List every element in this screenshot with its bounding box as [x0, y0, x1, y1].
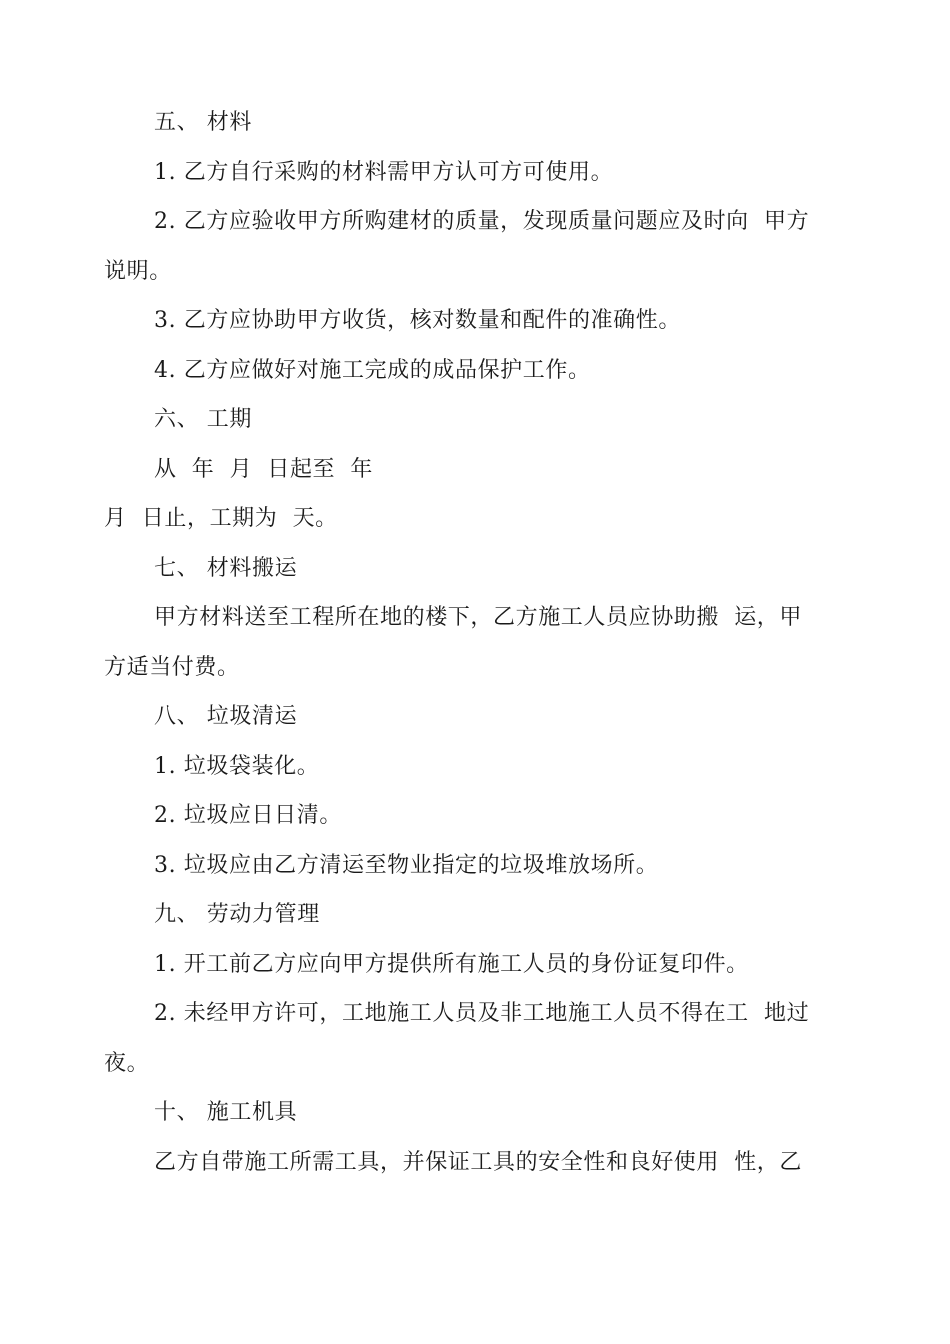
- paragraph-line: 说明。: [104, 258, 172, 284]
- paragraph-line: 2. 未经甲方许可，工地施工人员及非工地施工人员不得在工 地过: [154, 1001, 810, 1026]
- paragraph-line: 1. 开工前乙方应向甲方提供所有施工人员的身份证复印件。: [154, 951, 749, 977]
- paragraph-line: 2. 乙方应验收甲方所购建材的质量，发现质量问题应及时向 甲方: [154, 209, 810, 234]
- paragraph-line: 2. 垃圾应日日清。: [154, 803, 342, 828]
- paragraph-line: 乙方自带施工所需工具，并保证工具的安全性和良好使用 性，乙: [154, 1149, 802, 1175]
- paragraph-line: 3. 乙方应协助甲方收货，核对数量和配件的准确性。: [154, 308, 681, 333]
- section-heading-material-transport: 七、 材料搬运: [154, 555, 298, 581]
- section-heading-labor-management: 九、 劳动力管理: [154, 902, 320, 927]
- paragraph-line: 从 年 月 日起至 年: [154, 456, 373, 482]
- paragraph-line: 4. 乙方应做好对施工完成的成品保护工作。: [154, 357, 591, 383]
- paragraph-line: 月 日止，工期为 天。: [104, 506, 338, 531]
- paragraph-line: 1. 乙方自行采购的材料需甲方认可方可使用。: [154, 159, 614, 185]
- document-body: [104, 98, 850, 1187]
- section-heading-construction-tools: 十、 施工机具: [154, 1100, 298, 1125]
- paragraph-line: 1. 垃圾袋装化。: [154, 753, 320, 779]
- paragraph-line: 方适当付费。: [104, 654, 240, 680]
- section-heading-materials: 五、 材料: [154, 110, 252, 135]
- paragraph-line: 夜。: [104, 1050, 150, 1076]
- paragraph-line: 甲方材料送至工程所在地的楼下，乙方施工人员应协助搬 运，甲: [154, 605, 802, 630]
- section-heading-schedule: 六、 工期: [154, 407, 252, 432]
- section-heading-waste-removal: 八、 垃圾清运: [154, 704, 298, 729]
- paragraph-line: 3. 垃圾应由乙方清运至物业指定的垃圾堆放场所。: [154, 852, 659, 878]
